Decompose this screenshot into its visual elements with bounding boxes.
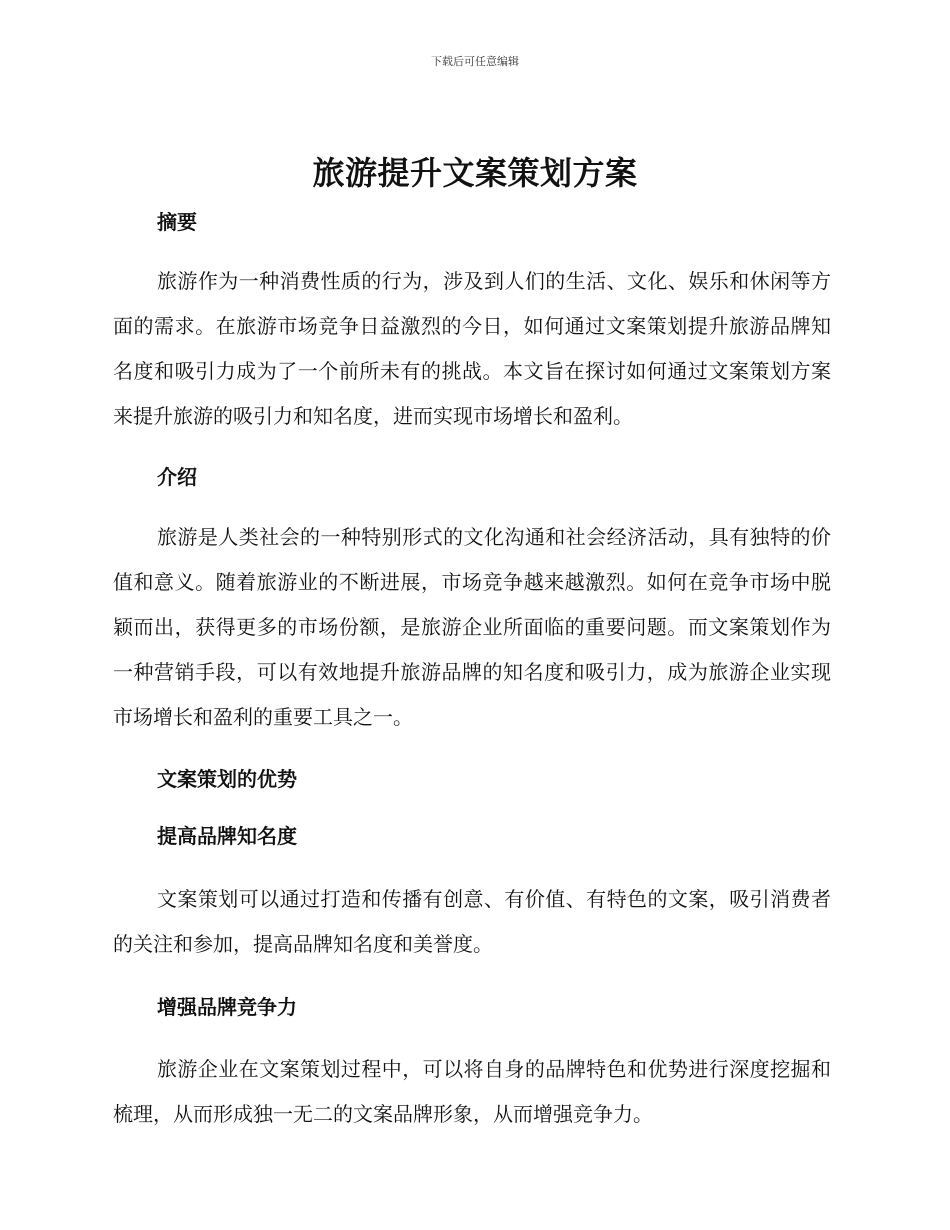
intro-heading: 介绍 xyxy=(157,465,197,489)
brand-awareness-paragraph: 文案策划可以通过打造和传播有创意、有价值、有特色的文案，吸引消费者的关注和参加，提高品牌知名度和美誉度。 xyxy=(113,887,831,956)
brand-competitiveness-heading: 增强品牌竞争力 xyxy=(157,995,297,1019)
intro-paragraph: 旅游是人类社会的一种特别形式的文化沟通和社会经济活动，具有独特的价值和意义。随着旅游业的不断进展，市场竞争越来越激烈。如何在竞争市场中脱颖而出，获得更多的市场份额，是旅游企业所面临的重要问题。而文案策划作为一种营销手段，可以有效地提升旅游品牌的知名度和吸引力，成为旅游企业实现市场增长和盈利的重要工具之一。 xyxy=(113,525,831,729)
brand-awareness-heading: 提高品牌知名度 xyxy=(157,824,297,848)
brand-competitiveness-paragraph: 旅游企业在文案策划过程中，可以将自身的品牌特色和优势进行深度挖掘和梳理，从而形成独一无二的文案品牌形象，从而增强竞争力。 xyxy=(113,1057,831,1126)
abstract-paragraph: 旅游作为一种消费性质的行为，涉及到人们的生活、文化、娱乐和休闲等方面的需求。在旅游市场竞争日益激烈的今日，如何通过文案策划提升旅游品牌知名度和吸引力成为了一个前所未有的挑战。本文旨在探讨如何通过文案策划方案来提升旅游的吸引力和知名度，进而实现市场增长和盈利。 xyxy=(113,269,831,428)
abstract-heading: 摘要 xyxy=(157,210,197,234)
document-title: 旅游提升文案策划方案 xyxy=(312,154,638,192)
header-note: 下载后可任意编辑 xyxy=(431,55,519,68)
advantage-heading: 文案策划的优势 xyxy=(157,767,297,791)
document-body xyxy=(113,200,831,1137)
